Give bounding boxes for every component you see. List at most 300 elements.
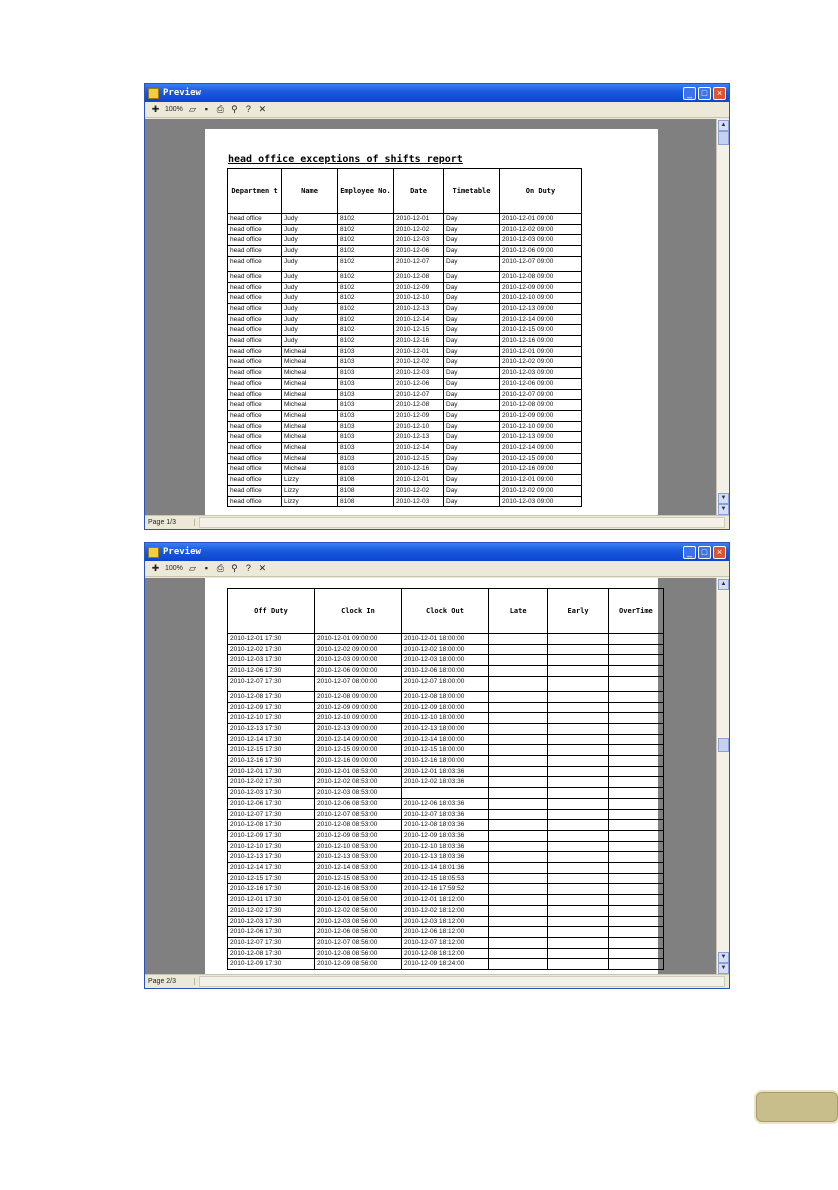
table-cell — [608, 852, 663, 863]
table-cell — [548, 820, 608, 831]
table-cell — [488, 863, 547, 874]
table-cell: 2010-12-15 08:53:00 — [314, 873, 401, 884]
column-header: Employee No. — [338, 169, 394, 214]
table-cell: 2010-12-03 08:53:00 — [314, 788, 401, 799]
close-x-icon[interactable]: ✕ — [258, 563, 267, 573]
table-cell: head office — [228, 453, 282, 464]
table-cell: 8102 — [338, 314, 394, 325]
table-cell — [488, 702, 547, 713]
table-cell: Day — [444, 256, 500, 271]
table-cell: 2010-12-02 — [394, 357, 444, 368]
preview-window-2 — [144, 542, 730, 989]
table-cell: Lizzy — [282, 475, 338, 486]
zoom-level[interactable]: 100% — [165, 565, 183, 572]
table-cell: 8103 — [338, 421, 394, 432]
table-cell: Day — [444, 421, 500, 432]
table-cell — [608, 873, 663, 884]
table-cell: 8102 — [338, 336, 394, 347]
table-row — [228, 905, 664, 916]
table-cell — [548, 895, 608, 906]
table-cell: 2010-12-13 — [394, 432, 444, 443]
table-cell — [608, 863, 663, 874]
table-cell: 2010-12-02 08:53:00 — [314, 777, 401, 788]
table-cell: 2010-12-07 17:30 — [228, 676, 315, 691]
table-cell: 8103 — [338, 432, 394, 443]
table-cell — [548, 713, 608, 724]
table-cell — [548, 884, 608, 895]
table-cell: 2010-12-08 17:30 — [228, 820, 315, 831]
minimize-button[interactable]: _ — [683, 546, 696, 559]
move-icon[interactable]: ✚ — [151, 563, 160, 573]
table-row — [228, 959, 664, 970]
table-row — [228, 224, 582, 235]
table-cell: 2010-12-14 17:30 — [228, 734, 315, 745]
page-down-icon[interactable]: ▼ — [718, 504, 729, 515]
table-cell: 2010-12-14 09:00 — [500, 314, 582, 325]
table-cell: 2010-12-10 — [394, 293, 444, 304]
table-cell — [608, 713, 663, 724]
table-cell: 2010-12-01 18:00:00 — [401, 634, 488, 645]
table-cell: 2010-12-13 09:00 — [500, 432, 582, 443]
table-cell: 2010-12-07 09:00 — [500, 256, 582, 271]
scroll-down-icon[interactable]: ▼ — [718, 952, 729, 963]
table-cell: 2010-12-13 09:00:00 — [314, 723, 401, 734]
table-cell — [608, 634, 663, 645]
table-cell: Day — [444, 235, 500, 246]
table-cell — [608, 655, 663, 666]
table-cell — [488, 691, 547, 702]
table-cell: Day — [444, 303, 500, 314]
table-cell: 8103 — [338, 453, 394, 464]
table-cell: Judy — [282, 303, 338, 314]
table-cell: 8103 — [338, 368, 394, 379]
table-cell: 2010-12-08 09:00:00 — [314, 691, 401, 702]
table-cell: 8102 — [338, 282, 394, 293]
table-row — [228, 766, 664, 777]
table-row — [228, 303, 582, 314]
table-cell — [608, 691, 663, 702]
table-cell: Micheal — [282, 368, 338, 379]
table-cell — [548, 841, 608, 852]
table-cell: 2010-12-16 09:00 — [500, 336, 582, 347]
table-cell: 2010-12-02 17:30 — [228, 644, 315, 655]
table-cell: 2010-12-08 — [394, 400, 444, 411]
app-icon — [148, 88, 159, 99]
table-row — [228, 634, 664, 645]
table-row — [228, 464, 582, 475]
table-cell — [548, 745, 608, 756]
table-cell: head office — [228, 214, 282, 225]
zoom-level[interactable]: 100% — [165, 106, 183, 113]
table-row — [228, 723, 664, 734]
table-cell — [488, 841, 547, 852]
table-row — [228, 314, 582, 325]
app-icon — [148, 547, 159, 558]
table-cell: 2010-12-14 18:00:00 — [401, 734, 488, 745]
column-header: Timetable — [444, 169, 500, 214]
table-cell — [608, 777, 663, 788]
table-cell: 2010-12-14 — [394, 443, 444, 454]
vertical-scrollbar[interactable] — [716, 578, 729, 975]
print-icon[interactable]: ⎙ — [216, 563, 224, 573]
table-row — [228, 798, 664, 809]
table-cell — [488, 798, 547, 809]
table-cell: head office — [228, 246, 282, 257]
table-cell: 2010-12-01 — [394, 214, 444, 225]
table-cell — [608, 959, 663, 970]
table-cell — [548, 777, 608, 788]
column-header: Date — [394, 169, 444, 214]
help-icon[interactable]: ? — [245, 563, 251, 573]
table-row — [228, 734, 664, 745]
table-cell: 2010-12-08 — [394, 271, 444, 282]
table-cell: 2010-12-10 08:53:00 — [314, 841, 401, 852]
table-cell: 2010-12-14 09:00 — [500, 443, 582, 454]
table-cell — [488, 905, 547, 916]
scroll-down-icon[interactable]: ▼ — [718, 493, 729, 504]
close-x-icon[interactable]: ✕ — [258, 104, 267, 114]
table-cell: 2010-12-01 09:00:00 — [314, 634, 401, 645]
table-cell: 2010-12-10 18:03:36 — [401, 841, 488, 852]
table-row — [228, 246, 582, 257]
table-cell — [548, 644, 608, 655]
table-cell: Day — [444, 246, 500, 257]
table-cell: Judy — [282, 224, 338, 235]
save-icon[interactable]: ▪ — [204, 104, 208, 114]
table-cell: 2010-12-14 — [394, 314, 444, 325]
page-tab-decoration — [754, 1090, 838, 1124]
table-cell — [488, 937, 547, 948]
table-cell: 2010-12-09 18:24:00 — [401, 959, 488, 970]
table-cell: Day — [444, 336, 500, 347]
table-cell — [608, 830, 663, 841]
table-cell — [608, 666, 663, 677]
table-cell: 8102 — [338, 224, 394, 235]
column-header: Departmen t — [228, 169, 282, 214]
horizontal-scrollbar[interactable] — [199, 976, 725, 987]
table-cell: 2010-12-16 — [394, 464, 444, 475]
table-cell — [548, 756, 608, 767]
open-folder-icon[interactable]: ▱ — [188, 104, 196, 114]
table-cell: 2010-12-06 09:00 — [500, 246, 582, 257]
table-cell: 2010-12-07 18:03:36 — [401, 809, 488, 820]
vertical-scrollbar[interactable] — [716, 119, 729, 516]
table-cell — [608, 820, 663, 831]
table-cell: 8108 — [338, 496, 394, 507]
table-cell: 2010-12-07 08:53:00 — [314, 809, 401, 820]
report-table-1 — [227, 168, 582, 507]
table-cell: 2010-12-03 17:30 — [228, 655, 315, 666]
table-cell: 2010-12-14 17:30 — [228, 863, 315, 874]
table-cell: Day — [444, 485, 500, 496]
table-cell: Day — [444, 389, 500, 400]
find-icon[interactable]: ⚲ — [231, 104, 238, 114]
table-cell: Day — [444, 325, 500, 336]
table-cell: Micheal — [282, 453, 338, 464]
table-cell: head office — [228, 421, 282, 432]
table-cell: Judy — [282, 235, 338, 246]
table-cell: Micheal — [282, 378, 338, 389]
table-cell — [488, 809, 547, 820]
table-cell: 2010-12-10 17:30 — [228, 713, 315, 724]
table-cell: 2010-12-08 18:12:00 — [401, 948, 488, 959]
maximize-button[interactable]: □ — [698, 87, 711, 100]
table-cell: 2010-12-02 08:56:00 — [314, 905, 401, 916]
table-cell: 2010-12-07 08:56:00 — [314, 937, 401, 948]
table-cell: 2010-12-02 09:00 — [500, 485, 582, 496]
table-cell — [608, 927, 663, 938]
table-cell: Micheal — [282, 357, 338, 368]
table-cell — [548, 734, 608, 745]
table-cell: 8108 — [338, 485, 394, 496]
toolbar — [145, 102, 729, 118]
table-cell: 2010-12-07 08:00:00 — [314, 676, 401, 691]
table-cell: 2010-12-07 17:30 — [228, 809, 315, 820]
scroll-thumb[interactable] — [718, 131, 729, 145]
table-cell — [548, 798, 608, 809]
table-cell — [488, 745, 547, 756]
table-row — [228, 948, 664, 959]
table-cell: 2010-12-13 17:30 — [228, 723, 315, 734]
table-cell: 2010-12-07 18:12:00 — [401, 937, 488, 948]
find-icon[interactable]: ⚲ — [231, 563, 238, 573]
table-cell: Day — [444, 475, 500, 486]
table-cell: 2010-12-06 17:30 — [228, 798, 315, 809]
table-cell — [548, 852, 608, 863]
title-bar[interactable] — [145, 84, 729, 102]
table-cell: Day — [444, 314, 500, 325]
table-cell: 2010-12-01 — [394, 346, 444, 357]
table-cell: head office — [228, 464, 282, 475]
table-cell: 2010-12-13 — [394, 303, 444, 314]
horizontal-scrollbar[interactable] — [199, 517, 725, 528]
table-cell: Judy — [282, 271, 338, 282]
table-cell: Day — [444, 378, 500, 389]
table-cell: 2010-12-13 08:53:00 — [314, 852, 401, 863]
table-cell: 2010-12-02 18:03:36 — [401, 777, 488, 788]
table-cell: 2010-12-14 09:00:00 — [314, 734, 401, 745]
status-bar — [145, 974, 729, 988]
table-cell — [488, 788, 547, 799]
table-cell: Judy — [282, 293, 338, 304]
table-row — [228, 357, 582, 368]
table-cell: Day — [444, 357, 500, 368]
table-cell: 2010-12-03 17:30 — [228, 788, 315, 799]
table-cell — [608, 905, 663, 916]
table-row — [228, 841, 664, 852]
table-row — [228, 336, 582, 347]
help-icon[interactable]: ? — [245, 104, 251, 114]
table-cell — [488, 634, 547, 645]
table-cell: 2010-12-07 — [394, 389, 444, 400]
table-row — [228, 916, 664, 927]
table-row — [228, 788, 664, 799]
table-cell: Micheal — [282, 410, 338, 421]
table-cell: 2010-12-02 17:30 — [228, 777, 315, 788]
table-cell: Day — [444, 496, 500, 507]
table-cell: 2010-12-02 09:00 — [500, 224, 582, 235]
table-cell: 2010-12-10 09:00 — [500, 421, 582, 432]
table-cell: 2010-12-01 17:30 — [228, 766, 315, 777]
table-cell: 2010-12-02 09:00 — [500, 357, 582, 368]
move-icon[interactable]: ✚ — [151, 104, 160, 114]
preview-viewport[interactable] — [145, 578, 717, 975]
table-cell: 2010-12-16 17:59:52 — [401, 884, 488, 895]
close-window-button[interactable]: × — [713, 87, 726, 100]
table-cell: Judy — [282, 214, 338, 225]
table-cell: 2010-12-13 09:00 — [500, 303, 582, 314]
table-row — [228, 432, 582, 443]
table-cell — [608, 841, 663, 852]
report-page — [205, 578, 658, 975]
table-cell: 2010-12-10 — [394, 421, 444, 432]
table-cell: 2010-12-01 09:00 — [500, 475, 582, 486]
title-bar[interactable] — [145, 543, 729, 561]
table-row — [228, 453, 582, 464]
table-row — [228, 809, 664, 820]
table-cell: 2010-12-02 18:00:00 — [401, 644, 488, 655]
table-cell: 2010-12-08 17:30 — [228, 948, 315, 959]
table-cell: 2010-12-09 17:30 — [228, 702, 315, 713]
table-row — [228, 410, 582, 421]
table-row — [228, 400, 582, 411]
table-cell: Judy — [282, 325, 338, 336]
table-cell: Day — [444, 293, 500, 304]
table-row — [228, 895, 664, 906]
table-row — [228, 830, 664, 841]
table-cell: 2010-12-07 17:30 — [228, 937, 315, 948]
table-cell — [608, 756, 663, 767]
table-cell: head office — [228, 400, 282, 411]
table-cell: 2010-12-03 18:12:00 — [401, 916, 488, 927]
table-cell: 2010-12-10 09:00:00 — [314, 713, 401, 724]
table-cell: 2010-12-02 17:30 — [228, 905, 315, 916]
table-cell: 2010-12-08 08:56:00 — [314, 948, 401, 959]
preview-viewport[interactable] — [145, 119, 717, 516]
table-row — [228, 852, 664, 863]
table-cell: 2010-12-15 17:30 — [228, 873, 315, 884]
table-cell: 8103 — [338, 346, 394, 357]
table-cell: head office — [228, 346, 282, 357]
close-window-button[interactable]: × — [713, 546, 726, 559]
table-cell: 2010-12-01 09:00 — [500, 214, 582, 225]
report-page — [205, 129, 658, 516]
table-cell — [488, 655, 547, 666]
table-cell: Judy — [282, 282, 338, 293]
table-row — [228, 702, 664, 713]
table-cell: 8103 — [338, 443, 394, 454]
page-down-icon[interactable]: ▼ — [718, 963, 729, 974]
table-cell: 2010-12-01 18:03:36 — [401, 766, 488, 777]
table-cell: 2010-12-03 — [394, 235, 444, 246]
table-cell: 2010-12-06 17:30 — [228, 927, 315, 938]
table-cell: 2010-12-06 09:00:00 — [314, 666, 401, 677]
table-row — [228, 863, 664, 874]
table-cell: Day — [444, 224, 500, 235]
table-cell: 2010-12-09 08:56:00 — [314, 959, 401, 970]
print-icon[interactable]: ⎙ — [216, 104, 224, 114]
table-cell: head office — [228, 303, 282, 314]
table-cell: head office — [228, 271, 282, 282]
table-cell — [488, 820, 547, 831]
table-cell: 2010-12-06 18:12:00 — [401, 927, 488, 938]
table-cell — [608, 895, 663, 906]
table-cell — [488, 830, 547, 841]
table-cell: 2010-12-03 17:30 — [228, 916, 315, 927]
table-cell — [608, 788, 663, 799]
table-row — [228, 873, 664, 884]
table-cell: head office — [228, 256, 282, 271]
table-cell: Judy — [282, 336, 338, 347]
table-row — [228, 443, 582, 454]
table-cell — [608, 937, 663, 948]
table-row — [228, 325, 582, 336]
table-row — [228, 745, 664, 756]
table-cell — [608, 644, 663, 655]
maximize-button[interactable]: □ — [698, 546, 711, 559]
page-indicator: Page 2/3 — [145, 978, 195, 985]
table-cell: 2010-12-10 17:30 — [228, 841, 315, 852]
table-cell — [548, 788, 608, 799]
table-cell: 2010-12-06 17:30 — [228, 666, 315, 677]
table-cell — [548, 723, 608, 734]
table-cell: Day — [444, 282, 500, 293]
scroll-up-icon[interactable]: ▲ — [718, 120, 729, 131]
table-cell: 2010-12-08 08:53:00 — [314, 820, 401, 831]
table-cell: 2010-12-06 18:03:36 — [401, 798, 488, 809]
table-cell: 8102 — [338, 256, 394, 271]
table-cell — [548, 634, 608, 645]
table-row — [228, 475, 582, 486]
table-row — [228, 676, 664, 691]
table-cell: 2010-12-09 — [394, 410, 444, 421]
table-cell: Micheal — [282, 389, 338, 400]
table-cell: Micheal — [282, 432, 338, 443]
table-cell: 2010-12-06 — [394, 246, 444, 257]
table-cell — [488, 927, 547, 938]
table-row — [228, 756, 664, 767]
table-cell — [488, 873, 547, 884]
table-cell: 2010-12-09 17:30 — [228, 830, 315, 841]
table-cell — [488, 777, 547, 788]
table-cell: 2010-12-01 08:56:00 — [314, 895, 401, 906]
table-cell: 2010-12-06 — [394, 378, 444, 389]
minimize-button[interactable]: _ — [683, 87, 696, 100]
table-cell — [548, 691, 608, 702]
table-cell — [548, 916, 608, 927]
table-cell: 2010-12-16 08:53:00 — [314, 884, 401, 895]
save-icon[interactable]: ▪ — [204, 563, 208, 573]
table-cell: 2010-12-10 18:00:00 — [401, 713, 488, 724]
table-cell — [488, 948, 547, 959]
table-cell: 2010-12-16 09:00:00 — [314, 756, 401, 767]
table-cell: head office — [228, 378, 282, 389]
table-cell: 2010-12-01 17:30 — [228, 634, 315, 645]
table-cell: 2010-12-01 18:12:00 — [401, 895, 488, 906]
table-row — [228, 644, 664, 655]
table-cell: 2010-12-15 17:30 — [228, 745, 315, 756]
table-cell — [608, 734, 663, 745]
window-title: Preview — [163, 88, 201, 98]
table-cell — [488, 852, 547, 863]
table-cell — [548, 863, 608, 874]
table-cell: 2010-12-02 — [394, 224, 444, 235]
scroll-up-icon[interactable]: ▲ — [718, 579, 729, 590]
table-cell: 8103 — [338, 389, 394, 400]
scroll-thumb[interactable] — [718, 738, 729, 752]
open-folder-icon[interactable]: ▱ — [188, 563, 196, 573]
table-cell: 2010-12-15 18:05:53 — [401, 873, 488, 884]
